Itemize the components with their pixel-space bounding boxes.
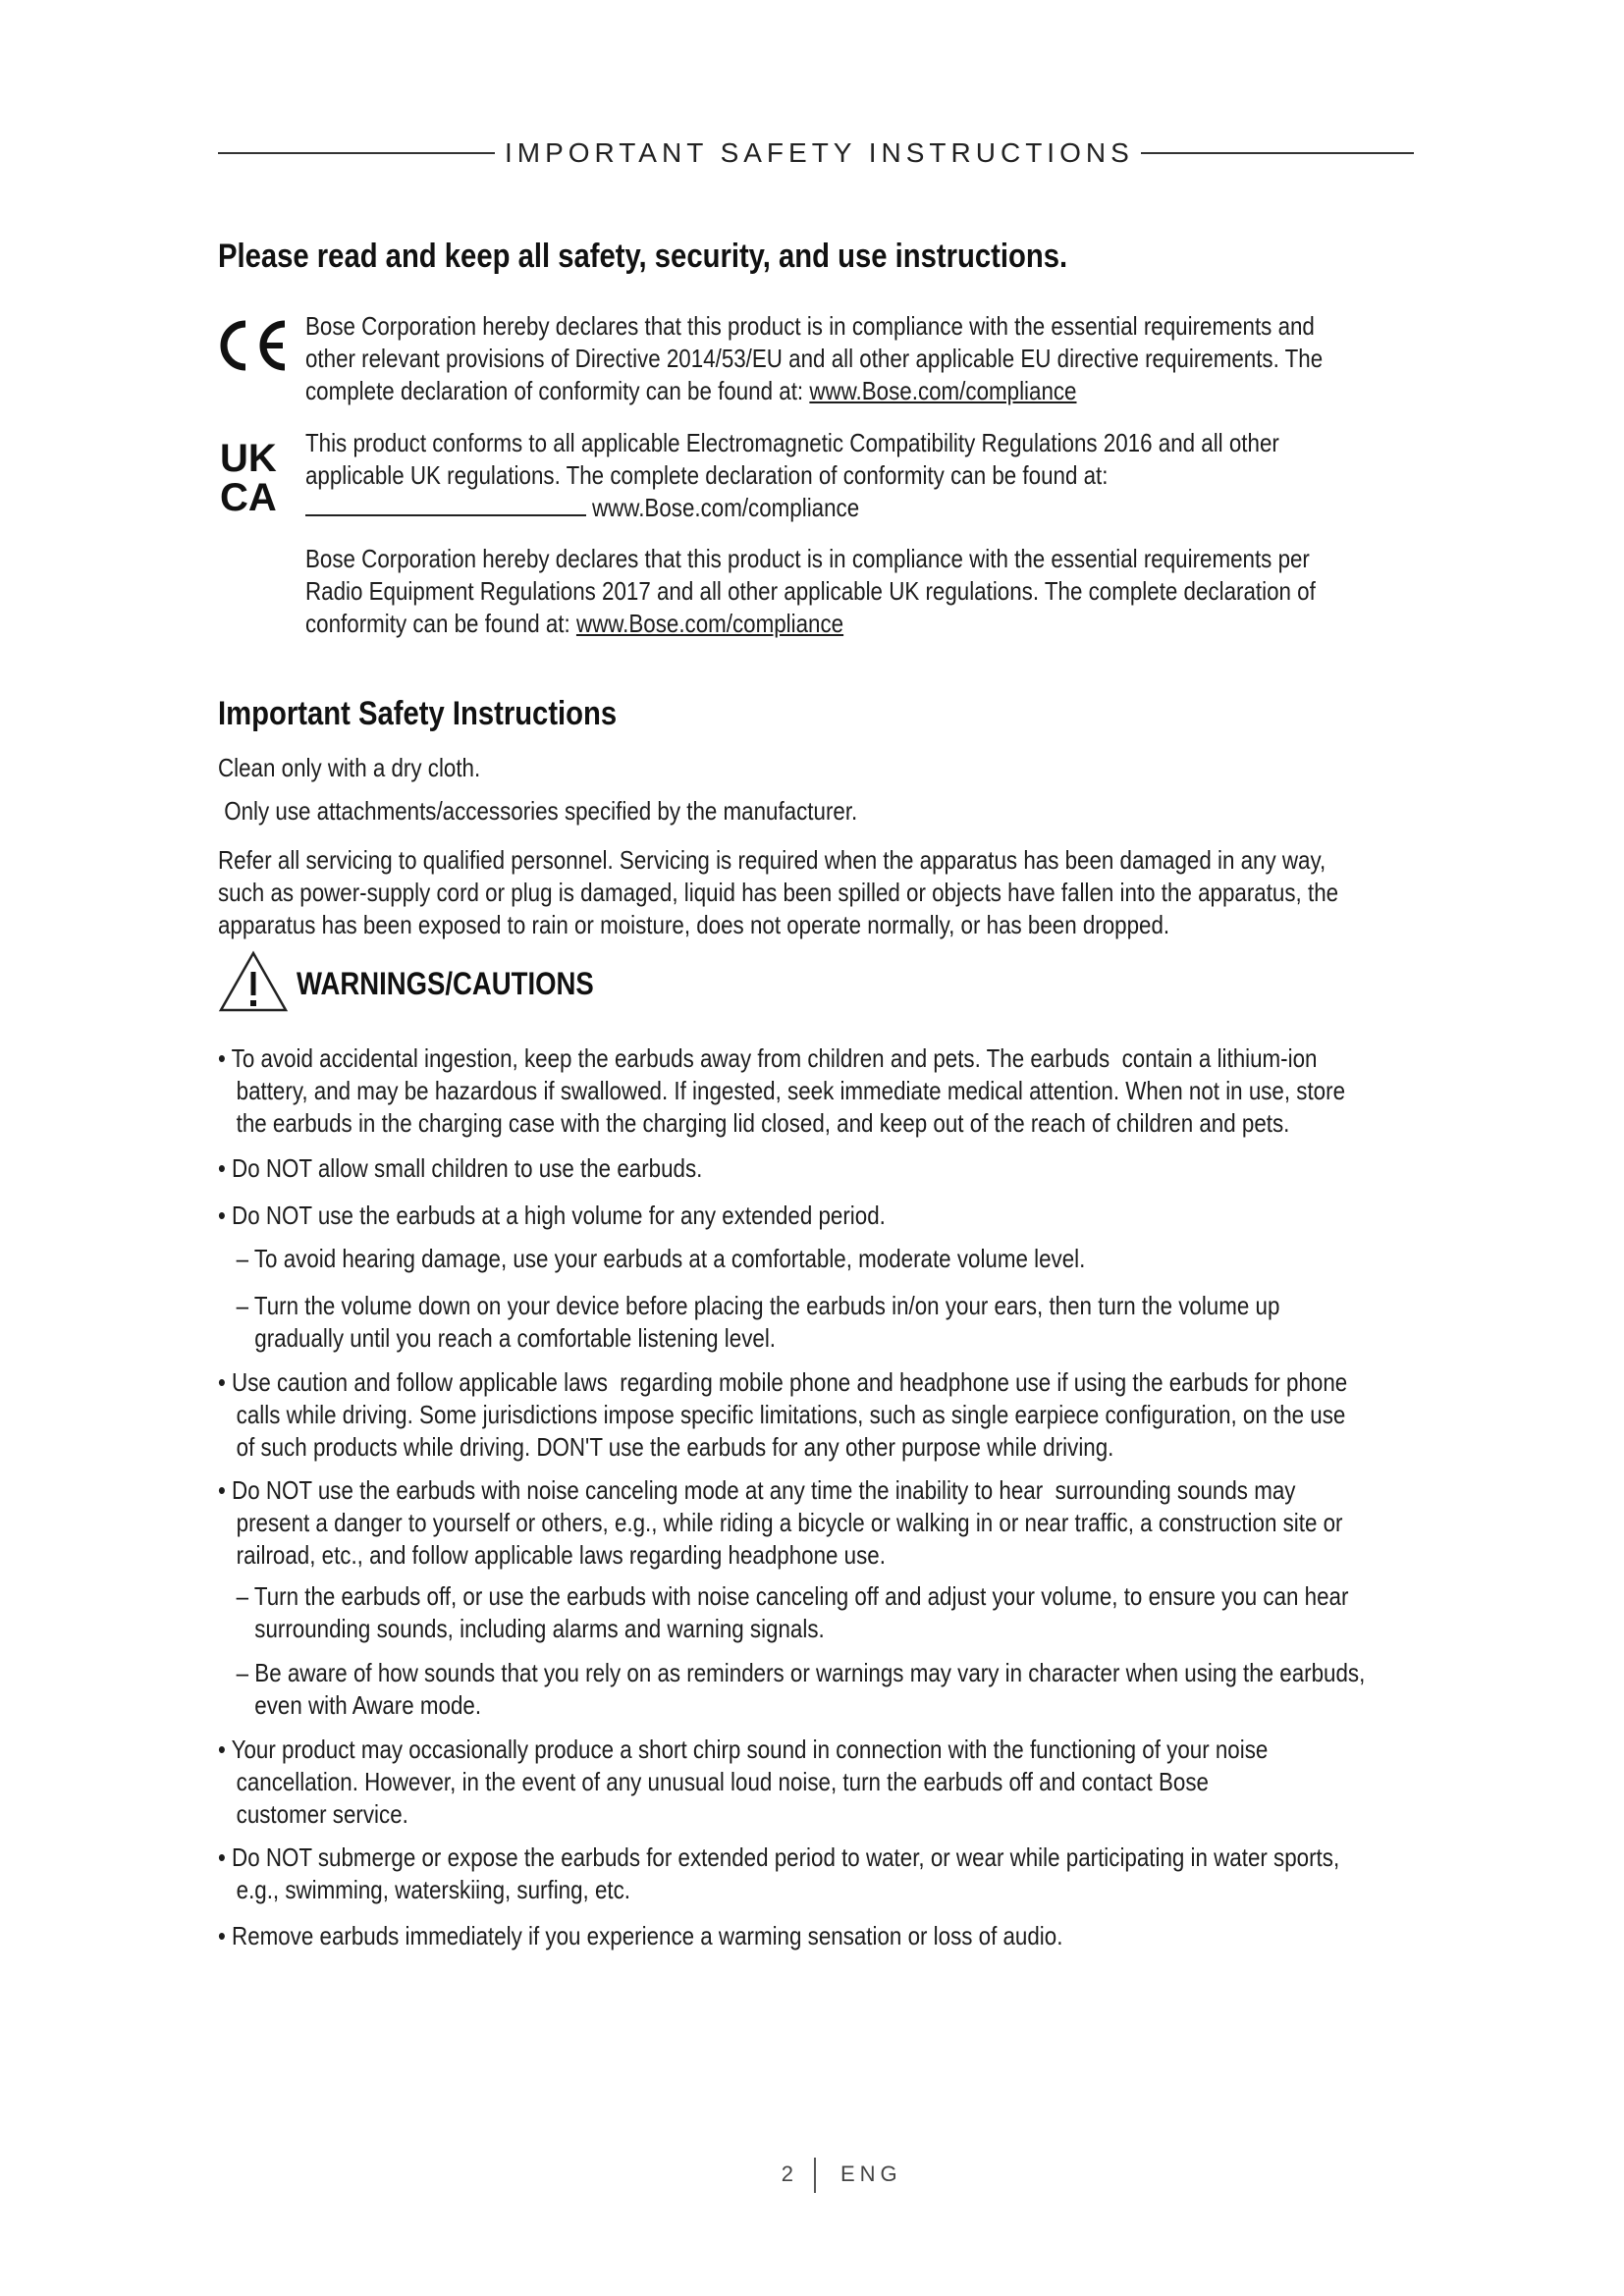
safety-p2: Only use attachments/accessories specified by the manufacturer. [218,796,858,826]
warning-item-3: • Do NOT use the earbuds at a high volume for any extended period. [218,1201,886,1230]
red-compliance-link[interactable]: www.Bose.com/compliance [575,609,844,638]
warning-icon [218,950,289,1013]
warning-subitem-5b: – Be aware of how sounds that you rely on as reminders or warnings may vary in character when using the earbuds, even with Aware mode. [218,1658,1366,1720]
header-rule-right [1141,152,1414,154]
warning-subitem-3a: – To avoid hearing damage, use your earbuds at a comfortable, moderate volume level. [218,1244,1086,1273]
page-footer [0,2158,1624,2193]
language-label: ENG [840,2162,902,2186]
warnings-heading: WARNINGS/CAUTIONS [297,966,594,1001]
ce-mark-icon [214,316,293,375]
safety-p1: Clean only with a dry cloth. [218,753,481,782]
ukca-declaration: This product conforms to all applicable Electromagnetic Compatibility Regulations 2016 and all other applicable UK regulations. The complete declaration of conformity can be found at: www.Bose.com/compliance [305,428,1279,522]
page-header [218,135,1414,171]
header-title: IMPORTANT SAFETY INSTRUCTIONS [505,137,1134,168]
warning-item-6: • Your product may occasionally produce a short chirp sound in connection with the functioning of your noise cancellation. However, in the event of any unusual loud noise, turn the earbuds off and contact Bose customer service. [218,1735,1269,1829]
warning-item-4: • Use caution and follow applicable laws regarding mobile phone and headphone use if using the earbuds for phone calls while driving. Some jurisdictions impose specific limitations, such as single earpiece configuration, on the use of such products while driving. DON'T use the earbuds for any other purpose while driving. [218,1367,1348,1462]
page-number: 2 [781,2162,793,2186]
warning-subitem-5a: – Turn the earbuds off, or use the earbuds with noise canceling off and adjust your volume, to ensure you can hear surrounding sounds, including alarms and warning signals. [218,1581,1349,1643]
warning-item-7: • Do NOT submerge or expose the earbuds for extended period to water, or wear while participating in water sports, e.g., swimming, waterskiing, surfing, etc. [218,1842,1340,1904]
ukca-url: www.Bose.com/compliance [592,493,860,522]
footer-divider [814,2158,816,2193]
blank-underline [305,493,586,516]
ce-compliance-link[interactable]: www.Bose.com/compliance [809,376,1077,405]
red-declaration: Bose Corporation hereby declares that this product is in compliance with the essential requirements per Radio Equipment Regulations 2017 and all other applicable UK regulations. The complete declaration of conformity can be found at: www.Bose.com/compliance [305,544,1316,638]
header-rule-left [218,152,495,154]
svg-text:CA: CA [220,476,277,514]
intro-heading: Please read and keep all safety, security, and use instructions. [218,238,1068,275]
warning-item-1: • To avoid accidental ingestion, keep the earbuds away from children and pets. The earbuds contain a lithium-ion battery, and may be hazardous if swallowed. If ingested, seek immediate medical attention. When not in use, store the earbuds in the charging case with the charging lid closed, and keep out of the reach of children and pets. [218,1043,1346,1138]
warning-subitem-3b: – Turn the volume down on your device before placing the earbuds in/on your ears, then turn the volume up gradually until you reach a comfortable listening level. [218,1291,1280,1353]
ce-declaration: Bose Corporation hereby declares that this product is in compliance with the essential requirements and other relevant provisions of Directive 2014/53/EU and all other applicable EU directive requirements. The complete declaration of conformity can be found at: www.Bose.com/compliance [305,311,1324,405]
ukca-mark-icon [218,436,289,514]
warning-item-8: • Remove earbuds immediately if you experience a warming sensation or loss of audio. [218,1921,1063,1950]
safety-p3: Refer all servicing to qualified personnel. Servicing is required when the apparatus has been damaged in any way, such as power-supply cord or plug is damaged, liquid has been spilled or objects have fallen into the apparatus, the apparatus has been exposed to rain or moisture, does not operate normally, or has been dropped. [218,845,1339,939]
warning-item-5: • Do NOT use the earbuds with noise canceling mode at any time the inability to hear surrounding sounds may present a danger to yourself or others, e.g., while riding a bicycle or walking in or near traffic, a construction site or railroad, etc., and follow applicable laws regarding headphone use. [218,1475,1343,1570]
warning-item-2: • Do NOT allow small children to use the earbuds. [218,1153,703,1183]
svg-text:UK: UK [220,437,277,480]
safety-heading: Important Safety Instructions [218,695,618,732]
